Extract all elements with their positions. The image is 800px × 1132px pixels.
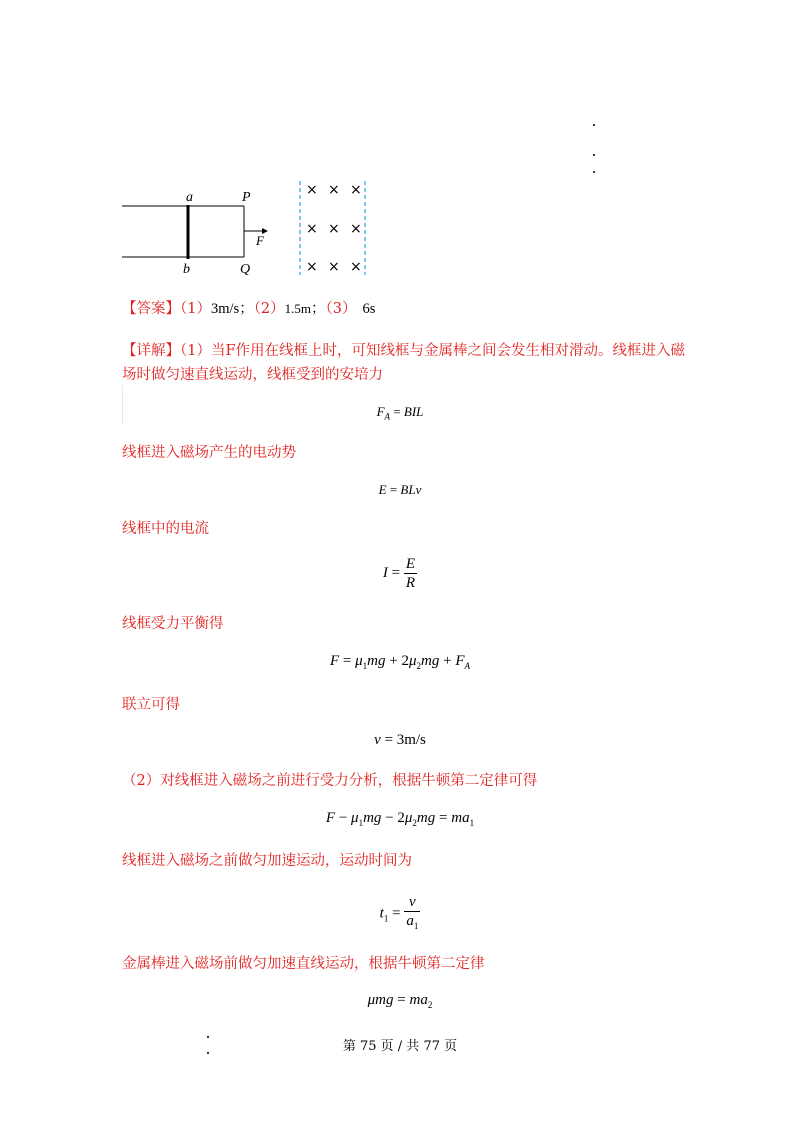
field-mark: ×	[328, 259, 340, 275]
field-mark: ×	[350, 182, 362, 198]
equation-rod: $\mu mg = ma_2$	[367, 992, 433, 1010]
label-b: b	[183, 262, 190, 277]
equation-current: I = $\frac{E}{R}$	[382, 556, 416, 591]
label-Q: Q	[240, 262, 251, 277]
detail-line-2	[122, 364, 383, 386]
text-combine: 联立可得	[122, 697, 180, 713]
equation-emf: E = BLv	[378, 482, 422, 497]
equation-velocity: v = 3m/s	[374, 732, 426, 748]
equation-time: $t_1$ = $\frac{v}{a_1}$	[379, 894, 419, 931]
answer-part1-value: 3m/s	[210, 301, 240, 317]
field-mark: ×	[328, 182, 340, 198]
text-emf: 线框进入磁场产生的电动势	[122, 445, 296, 461]
answer-part3-label: （3）	[325, 301, 357, 317]
answer-sep: ；	[239, 301, 254, 317]
detail-line-1	[122, 340, 685, 362]
answer-line	[122, 298, 375, 320]
speck	[593, 124, 595, 126]
label-a: a	[186, 190, 193, 205]
answer-part3-value: 6s	[362, 301, 376, 317]
field-mark: ×	[306, 221, 318, 237]
answer-part2-value: 1.5m	[284, 301, 312, 316]
answer-tag: 【答案】	[122, 301, 180, 317]
speck	[593, 171, 595, 173]
text-accel: 线框进入磁场之前做匀加速运动，运动时间为	[122, 853, 412, 869]
field-mark: ×	[306, 259, 318, 275]
field-mark: ×	[350, 221, 362, 237]
text-part2: （2）对线框进入磁场之前进行受力分析，根据牛顿第二定律可得	[122, 773, 538, 789]
physics-figure	[110, 175, 380, 285]
equation-newton-frame: $F - \mu_1mg - 2\mu_2mg = ma_1$	[325, 810, 475, 828]
text-rod: 金属棒进入磁场前做匀加速直线运动，根据牛顿第二定律	[122, 956, 485, 972]
label-P: P	[242, 190, 251, 205]
equation-balance: $F = \mu_1mg + 2\mu_2mg + F_A$	[330, 653, 470, 671]
detail-text-1: （1）当F作用在线框上时，可知线框与金属棒之间会发生相对滑动。线框进入磁	[180, 343, 686, 359]
text-current: 线框中的电流	[122, 521, 209, 537]
detail-tag: 【详解】	[122, 343, 180, 359]
label-F: F	[256, 233, 264, 248]
answer-part1-label: （1）	[180, 301, 211, 317]
page-footer: 第 75 页 / 共 77 页	[342, 1039, 458, 1054]
answer-part2-label: （2）	[253, 301, 285, 317]
field-mark: ×	[306, 182, 318, 198]
field-mark: ×	[328, 221, 340, 237]
field-mark: ×	[350, 259, 362, 275]
answer-sep: ；	[311, 301, 326, 317]
equation-ampere-force: $F_A$ = BIL	[376, 404, 424, 422]
speck	[593, 154, 595, 156]
text-balance: 线框受力平衡得	[122, 616, 224, 632]
detail-text-2: 场时做匀速直线运动，线框受到的安培力	[122, 367, 383, 383]
